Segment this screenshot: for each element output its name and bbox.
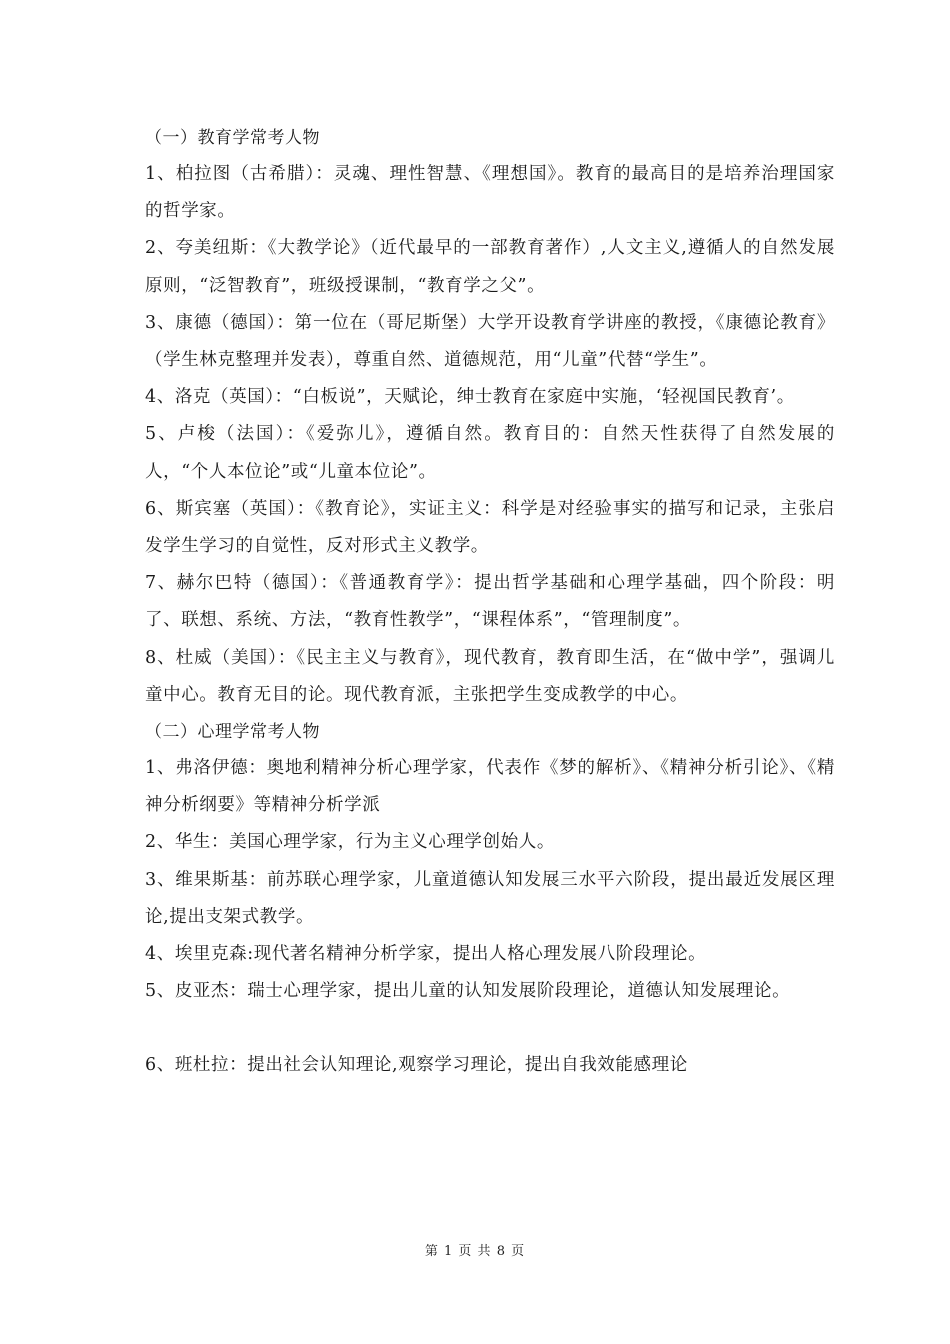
paragraph-dewey: 8、杜威（美国）：《民主主义与教育》，现代教育，教育即生活，在“做中学”，强调儿童中心。教育无目的论。现代教育派，主张把学生变成教学的中心。 (145, 647, 835, 705)
document-body (145, 120, 835, 1085)
paragraph-plato: 1、柏拉图（古希腊）：灵魂、理性智慧、《理想国》。教育的最高目的是培养治理国家的哲学家。 (145, 164, 835, 222)
paragraph-vygotsky: 3、维果斯基：前苏联心理学家，儿童道德认知发展三水平六阶段，提出最近发展区理论,提出支架式教学。 (145, 869, 835, 927)
paragraph-piaget: 5、皮亚杰：瑞士心理学家，提出儿童的认知发展阶段理论，道德认知发展理论。 (145, 981, 791, 1002)
section-heading-psychology: （二）心理学常考人物 (145, 722, 320, 743)
paragraph-erikson: 4、埃里克森:现代著名精神分析学家，提出人格心理发展八阶段理论。 (145, 944, 707, 965)
paragraph-rousseau: 5、卢梭（法国）：《爱弥儿》，遵循自然。教育目的：自然天性获得了自然发展的人，“个人本位论”或“儿童本位论”。 (145, 424, 835, 482)
paragraph-kant: 3、康德（德国）：第一位在（哥尼斯堡）大学开设教育学讲座的教授，《康德论教育》（学生林克整理并发表），尊重自然、道德规范，用“儿童”代替“学生”。 (145, 312, 835, 371)
blank-line (145, 1010, 835, 1047)
section-heading-education: （一）教育学常考人物 (145, 128, 320, 148)
paragraph-freud: 1、弗洛伊德：奥地利精神分析心理学家，代表作《梦的解析》、《精神分析引论》、《精神分析纲要》等精神分析学派 (145, 758, 835, 816)
paragraph-spencer: 6、斯宾塞（英国）：《教育论》，实证主义：科学是对经验事实的描写和记录，主张启发学生学习的自觉性，反对形式主义教学。 (145, 498, 835, 557)
paragraph-herbart: 7、赫尔巴特（德国）：《普通教育学》：提出哲学基础和心理学基础，四个阶段：明了、联想、系统、方法，“教育性教学”，“课程体系”，“管理制度”。 (145, 573, 835, 631)
paragraph-comenius: 2、夸美纽斯：《大教学论》（近代最早的一部教育著作）,人文主义,遵循人的自然发展原则，“泛智教育”，班级授课制，“教育学之父”。 (145, 238, 835, 296)
page-number-footer: 第 1 页 共 8 页 (424, 1244, 526, 1259)
paragraph-locke: 4、洛克（英国）：“白板说”，天赋论，绅士教育在家庭中实施，‘轻视国民教育’。 (145, 387, 795, 408)
paragraph-watson: 2、华生：美国心理学家，行为主义心理学创始人。 (145, 832, 555, 853)
paragraph-bandura: 6、班杜拉：提出社会认知理论,观察学习理论，提出自我效能感理论 (145, 1055, 688, 1076)
